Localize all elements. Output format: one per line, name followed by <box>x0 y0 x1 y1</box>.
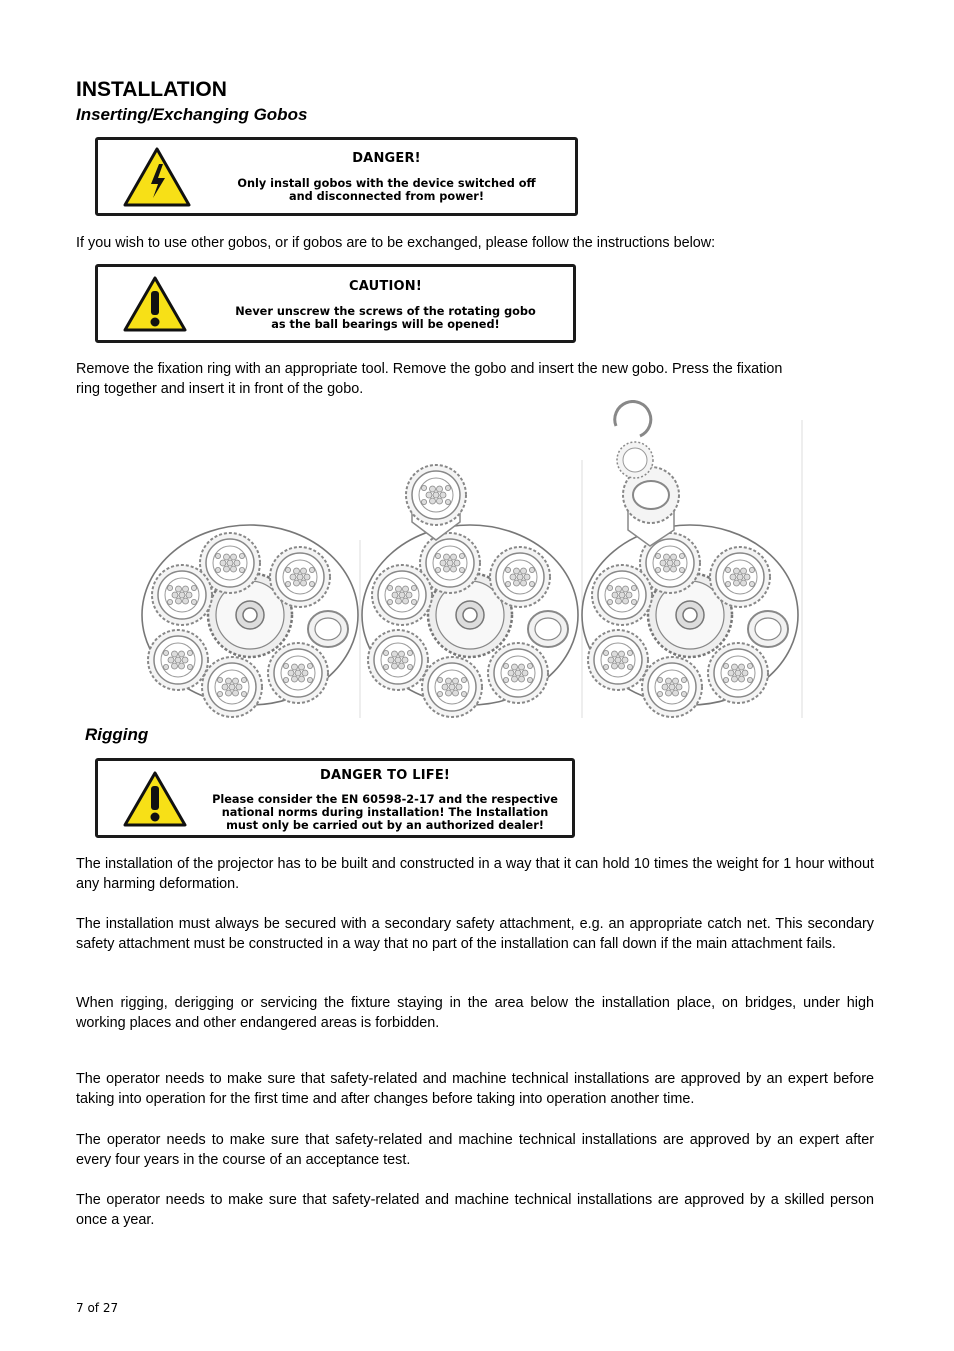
rigging-paragraph-1: The installation of the projector has to be built and constructed in a way that it can hold 10 times the weight for 1 hour without any harming deformation. <box>76 856 874 892</box>
rigging-paragraph-6: The operator needs to make sure that safety-related and machine technical installations are approved by a skilled person once a year. <box>76 1192 874 1228</box>
rigging-paragraph-2: The installation must always be secured with a secondary safety attachment, e.g. an appropriate catch net. This secondary safety attachment must be constructed in a way that no part of the installation can fall down if the main attachment fails. <box>76 916 874 952</box>
caution-text-line1: Never unscrew the screws of the rotating gobo <box>235 305 536 318</box>
page-heading: INSTALLATION <box>76 78 227 101</box>
caution-warning-box <box>95 264 576 343</box>
rigging-paragraph-4: The operator needs to make sure that safety-related and machine technical installations are approved by an expert before taking into operation for the first time and after changes before taking into operation another time. <box>76 1071 874 1107</box>
page-number: 7 of 27 <box>76 1301 119 1315</box>
danger-to-life-line3: must only be carried out by an authorized dealer! <box>226 819 544 832</box>
remove-gobo-paragraph <box>76 360 874 399</box>
rigging-paragraph-3: When rigging, derigging or servicing the fixture staying in the area below the installation place, on bridges, under high working places and other endangered areas is forbidden. <box>76 995 874 1031</box>
danger-to-life-line2: national norms during installation! The Installation <box>221 806 549 819</box>
danger-text-line1: Only install gobos with the device switched off <box>237 177 536 190</box>
exclamation-warning-icon <box>122 770 188 828</box>
intro-paragraph: If you wish to use other gobos, or if gobos are to be exchanged, please follow the instructions below: <box>76 235 716 251</box>
danger-title: DANGER! <box>352 151 421 166</box>
high-voltage-warning-icon <box>122 146 192 208</box>
danger-warning-box <box>95 137 578 216</box>
remove-gobo-line1: Remove the fixation ring with an appropriate tool. Remove the gobo and insert the new gobo. Press the fixation <box>76 361 783 377</box>
section-title-gobos: Inserting/Exchanging Gobos <box>76 105 308 124</box>
danger-to-life-box <box>95 758 575 838</box>
danger-to-life-title: DANGER TO LIFE! <box>319 768 451 783</box>
danger-text-line2: and disconnected from power! <box>289 190 484 203</box>
caution-title: CAUTION! <box>349 279 422 294</box>
section-title-rigging: Rigging <box>85 725 149 744</box>
exclamation-warning-icon <box>122 275 188 333</box>
caution-text-line2: as the ball bearings will be opened! <box>271 318 500 331</box>
danger-to-life-line1: Please consider the EN 60598-2-17 and the respective <box>212 793 558 806</box>
remove-gobo-line2: ring together and insert it in front of the gobo. <box>76 380 364 397</box>
rigging-paragraph-5: The operator needs to make sure that safety-related and machine technical installations are approved by an expert after every four years in the course of an acceptance test. <box>76 1132 874 1168</box>
gobo-wheel-illustration <box>130 400 810 722</box>
